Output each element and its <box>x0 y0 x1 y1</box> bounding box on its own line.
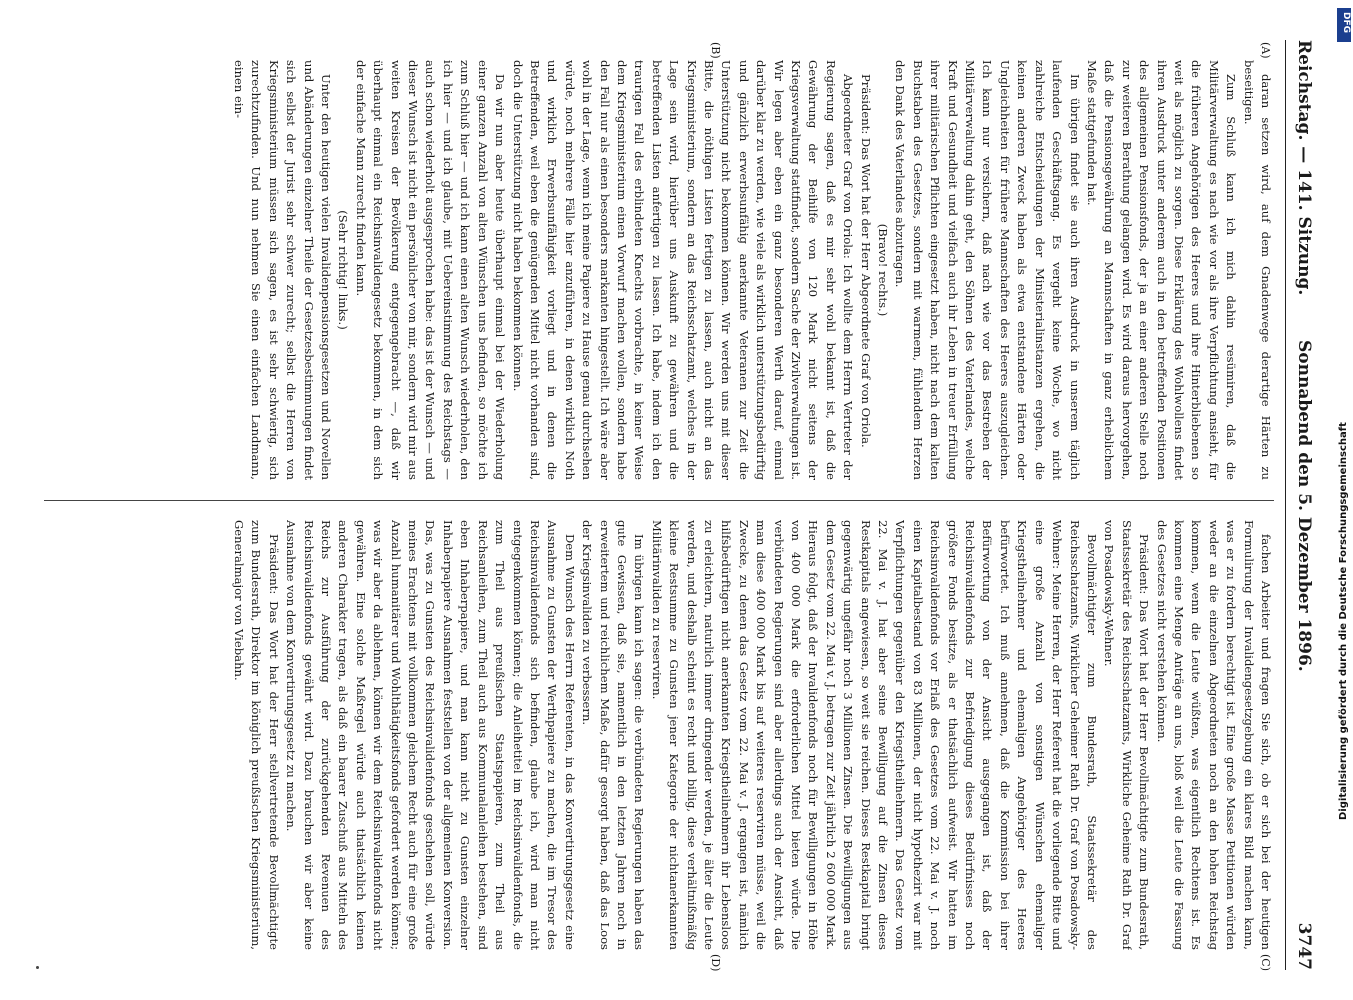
paragraph: Da wir nun aber heute überhaupt einmal bei der Wiederholung einer ganzen Anzahl von alten Wünschen uns befinden, so möchte ich zum Schluß hier — und ich kann einen alten Wunsch wiederholen, den ich hier — und ich glaube, mit Uebereinstimmung des Reichstags — auch schon wiederholt ausgesprochen habe: das ist der Wunsch — und dieser Wunsch ist nicht ein persönlicher von mir, sondern wird mir aus weiten Kreisen der Bevölkerung entgegengebracht —, daß wir überhaupt einmal ein Reichsinvalidengesetz bekommen, in dem sich der einfache Mann zurecht finden kann. <box>353 60 508 480</box>
margin-marker-a: (A) <box>1259 42 1272 59</box>
column-divider <box>44 500 1274 501</box>
paragraph: fachen Arbeiter und fragen Sie sich, ob er sich bei der heutigen Formulirung der Invalidengesetzgebung ein klares Bild machen kann, was er zu fordern berechtigt ist. Eine große Masse Petitionen würden weder an die einzelnen Abgeordneten noch an den hohen Reichstag kommen, wenn die Leute wüßten, was eigentlich Rechtens ist. Es kommen eine Menge Anträge an uns, bloß weil die Leute die Fassung des Gesetzes nicht verstehen können. <box>1154 520 1273 950</box>
paragraph: Unter den heutigen vielen Invalidenpensionsgesetzen und Novellen und Abänderungen einzelner Theile der Gesetzesbestimmungen findet sich selbst der Jurist sehr schwer zurecht; selbst die Herren von Kriegsministerium müssen sich sagen, es ist sehr schwierig, sich zurechtzufinden. Und nun nehmen Sie einen einfachen Landmann, einen ein- <box>232 60 334 480</box>
margin-marker-d: (D) <box>709 954 722 972</box>
speaker-paragraph: Bevollmächtigter zum Bundesrath, Staatssekretär des Reichsschatzamts, Wirklicher Geheimer Rath Dr. Graf von Posadowsky-Wehner: Meine Herren, der Herr Referent hat die vorliegende Bitte und eine große Anzahl von sonstigen Wünschen ehemaliger Kriegstheilnehmer und ehemaligen Angehöriger des Heeres befürwortet. Ich muß annehmen, daß die Kommission bei ihrer Befürwortung von der Ansicht ausgegangen ist, daß der Reichsinvalidenfonds zur Befriedigung dieses Bedürfnisses noch größere Fonds besitze, als er thatsächlich aufweist. Wir hatten im Reichsinvalidenfonds vor Erlaß des Gesetzes vom 22. Mai v. J. noch einen Kapitalbestand von 83 Millionen, der nicht hypothezirt war mit Verpflichtungen gegenüber den Kriegstheilnehmern. Das Gesetz vom 22. Mai v. J. hat aber seine Bewilligung auf die Zinsen dieses Restkapitals angewiesen, so weit sie reichen. Dieses Restkapital bringt gegenwärtig ungefähr noch 3 Millionen Zinsen. Die Bewilligungen aus dem Gesetz vom 22. Mai v. J. betragen zur Zeit jährlich 2 600 000 Mark. Hieraus folgt, daß der Invalidenfonds noch für Bewilligungen in Höhe von 400 000 Mark die erforderlichen Mittel bieten würde. Die verbündeten Regierungen sind aber allerdings auch der Ansicht, daß man diese 400 000 Mark bis auf weiteres reserviren müsse, weil die Zwecke, zu denen das Gesetz vom 22. Mai v. J. ergangen ist, nämlich hilfsbedürftigen nicht anerkannten Kriegstheilnehmern ihr Lebensloos zu erleichtern, naturlich immer dringender werden, je älter die Leute werden, und deshalb scheint es recht und billig, diese verhältnißmäßig kleine Restsumme zu Gunsten jener Kategorie der nichtanerkannten Militärinvaliden zu reserviren. <box>649 520 1099 950</box>
dfg-logo-text: DFG <box>1341 12 1351 34</box>
paragraph: daran setzen wird, auf dem Gnadenwege derartige Härten zu beseitigen. <box>1241 60 1273 480</box>
speaker-paragraph: Abgeordneter Graf von Oriola: Ich wollte dem Herrn Vertreter der Regierung sagen, daß es mir sehr wohl bekannt ist, daß die Gewährung der Beihilfe von 120 Mark nicht seitens der Kriegsverwaltung stattfindet, sondern Sache der Zivilverwaltungen ist. Wir legen aber eben ein ganz besonderen Werth darauf, einmal darüber klar zu werden, wie viele als wirklich unterstützungsbedürftig und gänzlich erwerbsunfähig anerkannte Veteranen zur Zeit die Unterstützung nicht bekommen können. Wir werden uns mit dieser Bitte, die nöthigen Listen fertigen zu lassen, auch nicht an das Kriegsministerium, sondern an das Reichsschatzamt, welches in der Lage sein wird, hierüber uns Auskunft zu gewähren und die betreffenden Listen anfertigen zu lassen. Ich habe, indem ich den traurigen Fall des erblindeten Knechts vorbrachte, in keiner Weise dem Kriegsministerium einen Vorwurf machen wollen, sondern habe den Fall nur als einen besonders markanten hingestellt. Ich wäre aber wohl in der Lage, wenn ich meine Papiere zu Hause genau durchsehen würde, noch mehrere Fälle hier anzuführen, in denen wirklich Noth und wirklich Erwerbsunfähigkeit vorliegt und in denen die Betreffenden, weil eben die genügenden Mittel nicht vorhanden sind, doch die Unterstützung nicht haben bekommen können. <box>510 60 856 480</box>
text-column-right <box>44 520 1274 950</box>
scan-speck <box>36 966 39 969</box>
paragraph: Im übrigen kann ich sagen: die verbündeten Regierungen haben das gute Gewissen, daß sie, namentlich in den letzten Jahren noch in erweitertem und reichlichem Maße, dafür gesorgt haben, daß das Loos der Kriegsinvaliden zu verbessern. <box>580 520 647 950</box>
page-header <box>1285 40 1320 970</box>
digitization-note: Digitalisierung gefördert durch die Deutsche Forschungsgemeinschaft <box>1338 422 1349 820</box>
page-number: 3747 <box>1294 922 1314 970</box>
paragraph: Dem Wunsch des Herrn Referenten, in das Konvertirungsgesetz eine Ausnahme zu Gunsten der Werthpapiere zu machen, die im Tresor des Reichsinvalidenfonds sich befinden, glaube ich, wird man nicht entgegenkommen können; die Anleihetitel im Reichsinvalidenfonds, die zum Theil aus preußischen Staatspapieren, zum Theil aus Reichsanleihen, zum Theil auch aus Kommunalanleihen bestehen, sind eben Inhaberpapiere, und man kann nicht zu Gunsten einzelner Inhaberpapiere Ausnahmen feststellen von der allgemeinen Konversion. Das, was zu Gunsten des Reichsinvalidenfonds geschehen soll, würde meines Erachtens mit vollkommen gleichem Recht auch für eine große Anzahl humanitärer und Wohlthätigkeitsfonds gefordert werden können; was wir aber da ablehnen, können wir dem Reichsinvalidenfonds nicht gewähren. Eine solche Maßregel würde auch thatsächlich keinen anderen Charakter tragen, als daß ein baarer Zuschuß aus Mitteln des Reichs zur Ausführung der zurückgehenden Revenuen des Reichsinvalidenfonds gewährt wird. Dazu brauchen wir aber keine Ausnahme von dem Konvertirungsgesetz zu machen. <box>284 520 577 950</box>
interjection: (Sehr richtig! links.) <box>336 210 351 330</box>
speaker-paragraph: Präsident: Das Wort hat der Herr Bevollmächtigte zum Bundesrath, Staatssekretär des Reichsschatzamts, Wirkliche Geheime Rath Dr. Graf von Posadowsky-Wehner. <box>1102 520 1152 950</box>
header-session: Reichstag. — 141. Sitzung. <box>1294 40 1314 296</box>
interjection: (Bravo! rechts.) <box>876 223 891 317</box>
speaker-paragraph: Präsident: Das Wort hat der Herr stellvertretende Bevollmächtigte zum Bundesrath, Direktor im königlich preußischen Kriegsministerium, Generalmajor von Viebahn. <box>232 520 281 950</box>
speaker-paragraph: Präsident: Das Wort hat der Herr Abgeordnete Graf von Oriola. <box>858 74 873 448</box>
paragraph: Zum Schluß kann ich mich dahin resümiren, daß die Militärverwaltung es nach wie vor als ihre Verpflichtung ansieht, für die früheren Angehörigen des Heeres und ihre Hinterbliebenen so weit als möglich zu sorgen. Diese Erklärung des Wohlwollens findet ihren Ausdruck unter anderem auch in den betreffenden Positionen des allgemeinen Pensionsfonds, der ja an einer anderen Stelle noch zur weiteren Berathung gelangen wird. Es wird daraus hervorgehen, daß die Pensionsgewährung an Mannschaften in ganz erheblichem Maße stattgefunden hat. <box>1084 60 1239 480</box>
margin-marker-c: (C) <box>1259 954 1272 971</box>
rotated-page <box>35 40 1320 970</box>
text-column-left <box>44 60 1274 480</box>
dfg-logo <box>1337 8 1351 42</box>
margin-marker-b: (B) <box>709 42 722 59</box>
paragraph: Im übrigen findet sie auch ihren Ausdruck in unserem täglich laufenden Geschäftsgang. Es vergeht keine Woche, wo nicht zahlreiche Entscheidungen der Ministerialinstanzen ergehen, die keinen anderen Zweck haben als etwa entstandene Härten oder Ungleichheiten für frühere Mannschaften des Heeres auszugleichen. Ich kann nur versichern, daß nach wie vor das Bestreben der Militärverwaltung dahin geht, den Söhnen des Vaterlandes, welche Kraft und Gesundheit und vielfach auch ihr Leben in treuer Erfüllung ihrer militärischen Pflichten eingesetzt haben, nicht nach dem kalten Buchstaben des Gesetzes, sondern mit warmem, fühlendem Herzen den Dank des Vaterlandes abzutragen. <box>893 60 1082 480</box>
header-date: Sonnabend den 5. Dezember 1896. <box>1294 340 1314 672</box>
